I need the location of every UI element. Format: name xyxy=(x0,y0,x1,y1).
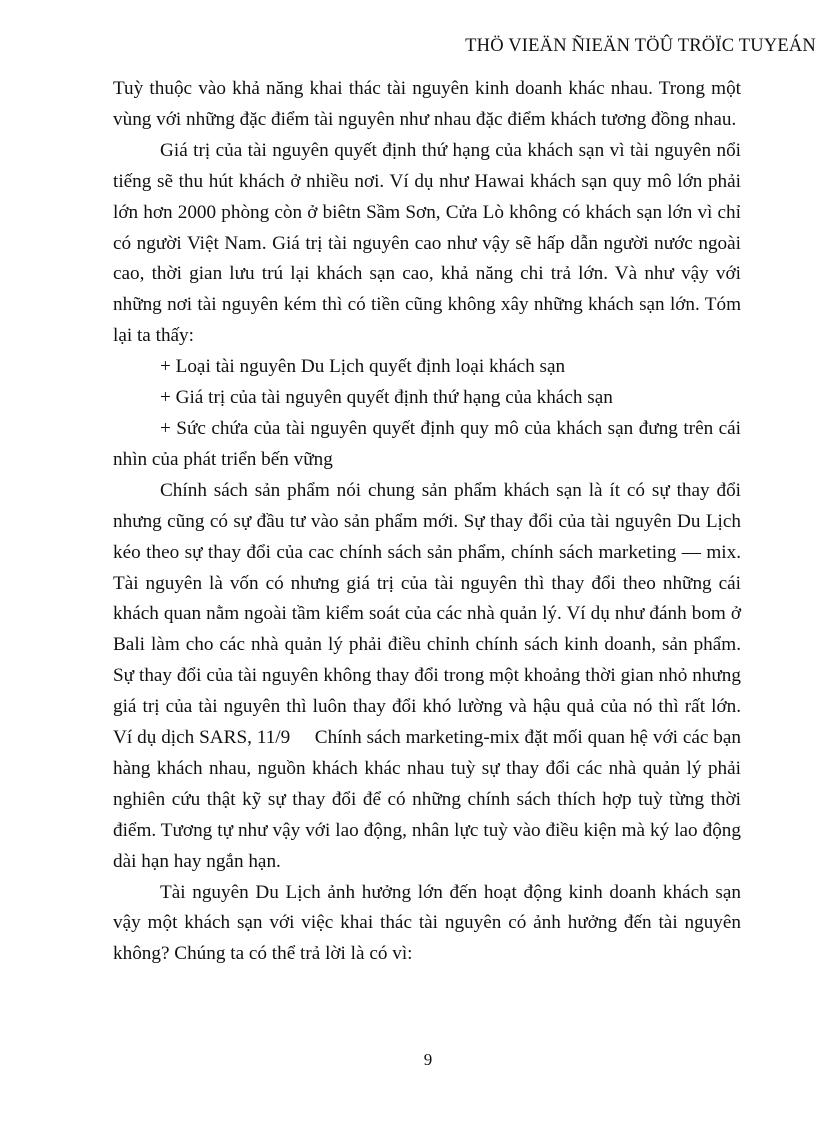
bullet-item-2: + Giá trị của tài nguyên quyết định thứ hạng của khách sạn xyxy=(160,387,613,409)
paragraph-2: Giá trị của tài nguyên quyết định thứ hạng của khách sạn vì tài nguyên nổi tiếng sẽ thu hút khách ở nhiều nơi. Ví dụ như Hawai khách sạn quy mô lớn phải lớn hơn 2000 phòng còn ở biêtn Sầm Sơn, Cửa Lò không có khách sạn lớn vì chỉ có người Việt Nam. Giá trị tài nguyên cao như vậy sẽ hấp dẫn người nước ngoài cao, thời gian lưu trú lại khách sạn cao, khả năng chi trả lớn. Và như vậy với những nơi tài nguyên kém thì có tiền cũng không xây những khách sạn lớn. Tóm lại ta thấy: xyxy=(113,139,741,347)
bullet-item-1: + Loại tài nguyên Du Lịch quyết định loại khách sạn xyxy=(160,356,566,378)
paragraph-4: Tài nguyên Du Lịch ảnh hưởng lớn đến hoạt động kinh doanh khách sạn vậy một khách sạn với việc khai thác tài nguyên có ảnh hưởng đến tài nguyên không? Chúng ta có thể trả lời là có vì: xyxy=(113,881,741,965)
document-body xyxy=(113,74,746,970)
paragraph-1: Tuỳ thuộc vào khả năng khai thác tài nguyên kinh doanh khác nhau. Trong một vùng với những đặc điểm tài nguyên như nhau đặc điểm khách tương đồng nhau. xyxy=(113,78,741,130)
running-header: THÖ VIEÄN ÑIEÄN TÖÛ TRÖÏC TUYEÁN xyxy=(465,36,816,56)
paragraph-3: Chính sách sản phẩm nói chung sản phẩm khách sạn là ít có sự thay đổi nhưng cũng có sự đầu tư vào sản phẩm mới. Sự thay đổi của tài nguyên Du Lịch kéo theo sự thay đổi của cac chính sách sản phẩm, chính sách marketing — mix. Tài nguyên là vốn có nhưng giá trị của tài nguyên thì thay đổi theo những cái khách quan nằm ngoài tầm kiểm soát của các nhà quản lý. Ví dụ như đánh bom ở Bali làm cho các nhà quản lý phải điều chỉnh chính sách kinh doanh, sản phẩm. Sự thay đổi của tài nguyên không thay đổi trong một khoảng thời gian nhỏ nhưng giá trị của tài nguyên thì luôn thay đổi khó lường và hậu quả của nó thì rất lớn. Ví dụ dịch SARS, 11/9 Chính sách marketing-mix đặt mối quan hệ với các bạn hàng khách nhau, nguồn khách khác nhau tuỳ sự thay đổi các nhà quản lý phải nghiên cứu thật kỹ sự thay đổi để có những chính sách thích hợp tuỳ từng thời điểm. Tương tự như vậy với lao động, nhân lực tuỳ vào điều kiện mà ký lao động dài hạn hay ngắn hạn. xyxy=(113,479,746,872)
bullet-item-3: + Sức chứa của tài nguyên quyết định quy mô của khách sạn đưng trên cái nhìn của phát triển bến vững xyxy=(113,417,741,470)
page-number: 9 xyxy=(423,1050,433,1069)
